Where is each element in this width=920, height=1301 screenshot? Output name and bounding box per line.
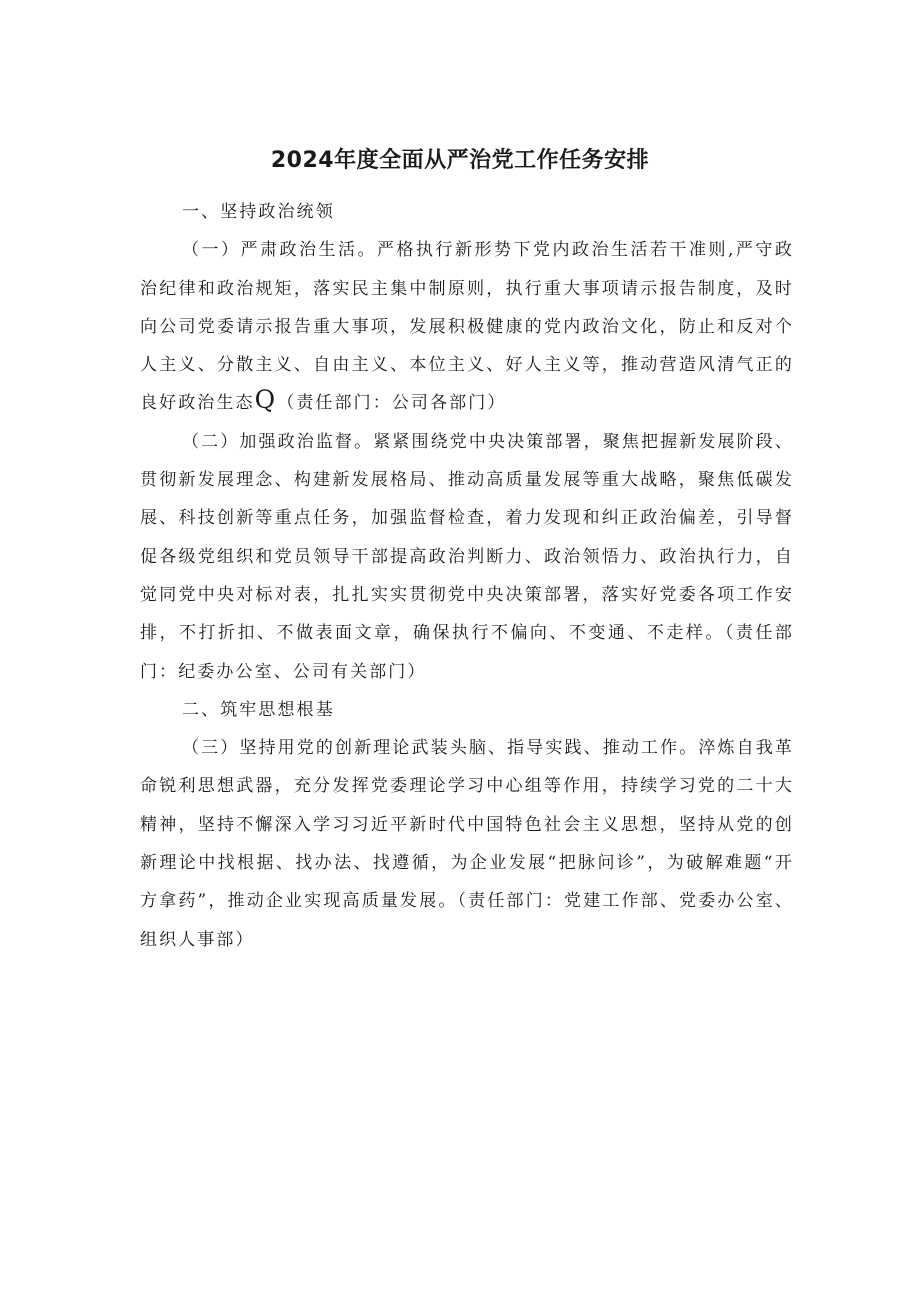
section-heading-1: 一、坚持政治统领 (182, 202, 335, 222)
paragraph-1 (140, 231, 794, 422)
section-heading-2: 二、筑牢思想根基 (182, 699, 335, 720)
paragraph-3: （三）坚持用党的创新理论武装头脑、指导实践、推动工作。淬炼自我革命锐利思想武器，充分发挥党委理论学习中心组等作用，持续学习党的二十大精神，坚持不懈深入学习习近平新时代中国特色社会主义思想，坚持从党的创新理论中找根据、找办法、找遵循，为企业发展“把脉问诊”，为破解难题“开方拿药”，推动企业实现高质量发展。（责任部门：党建工作部、党委办公室、组织人事部） (140, 738, 794, 950)
document-body (140, 193, 794, 959)
document-title: 2024年度全面从严治党工作任务安排 (270, 148, 650, 173)
paragraph-1-responsibility: （责任部门：公司各部门） (277, 393, 507, 414)
paragraph-2: （二）加强政治监督。紧紧围绕党中央决策部署，聚焦把握新发展阶段、贯彻新发展理念、构建新发展格局、推动高质量发展等重大战略，聚焦低碳发展、科技创新等重点任务，加强监督检查，着力发现和纠正政治偏差，引导督促各级党组织和党员领导干部提高政治判断力、政治领悟力、政治执行力，自觉同党中央对标对表，扎扎实实贯彻党中央决策部署，落实好党委各项工作安排，不打折扣、不做表面文章，确保执行不偏向、不变通、不走样。（责任部门：纪委办公室、公司有关部门） (140, 431, 794, 682)
paragraph-1-mark: Q (254, 385, 278, 415)
paragraph-1-text: （一）严肃政治生活。严格执行新形势下党内政治生活若干准则,严守政治纪律和政治规矩，落实民主集中制原则，执行重大事项请示报告制度，及时向公司党委请示报告重大事项，发展积极健康的党内政治文化，防止和反对个人主义、分散主义、自由主义、本位主义、好人主义等，推动营造风清气正的良好政治生态 (140, 240, 794, 414)
